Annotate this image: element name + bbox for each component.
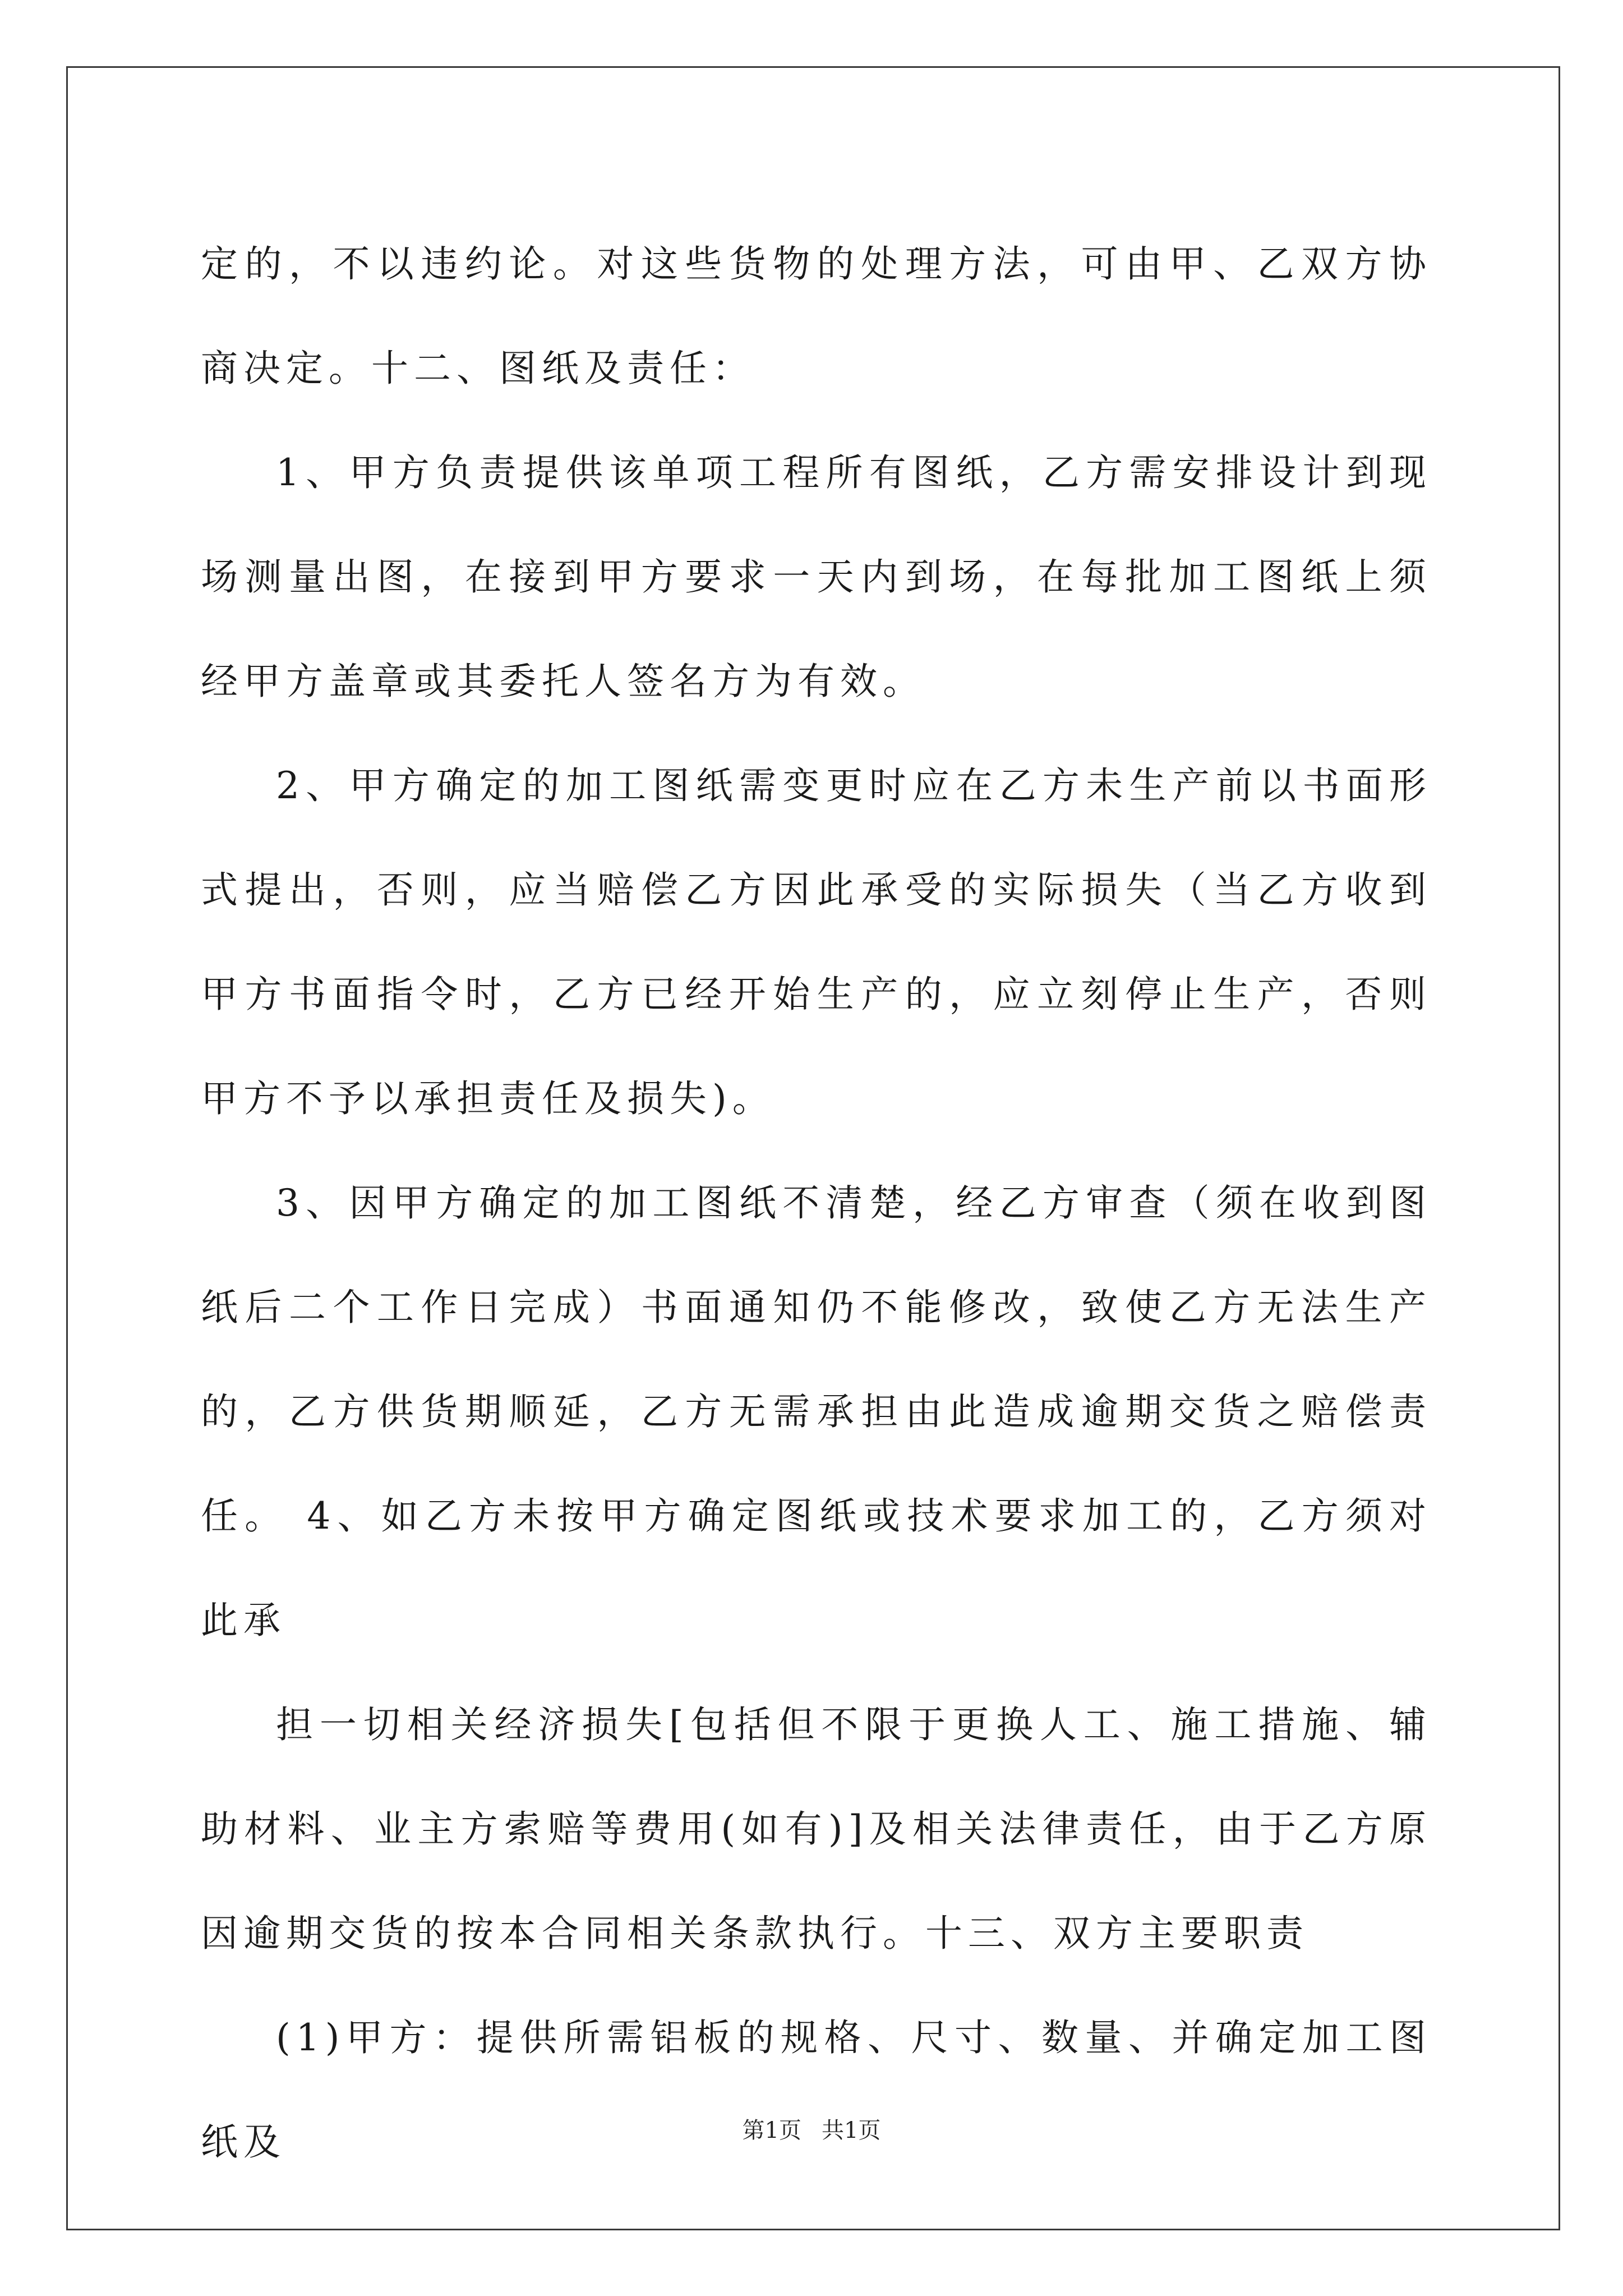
page-total: 共1页 — [822, 2118, 881, 2143]
paragraph-clause-2: 2、甲方确定的加工图纸需变更时应在乙方未生产前以书面形式提出，否则，应当赔偿乙方因此承受的实际损失（当乙方收到甲方书面指令时，乙方已经开始生产的，应立刻停止生产，否则甲方不予以承担责任及损失)。 — [201, 764, 1432, 1120]
page-number: 第1页 — [742, 2118, 801, 2143]
paragraph-clause-3: 3、因甲方确定的加工图纸不清楚，经乙方审查（须在收到图纸后二个工作日完成）书面通知仍不能修改，致使乙方无法生产的，乙方供货期顺延，乙方无需承担由此造成逾期交货之赔偿责任。 4、如乙方未按甲方确定图纸或技术要求加工的，乙方须对此承 — [201, 1181, 1432, 1642]
paragraph-clause-4-continued: 担一切相关经济损失[包括但不限于更换人工、施工措施、辅助材料、业主方索赔等费用(如有)]及相关法律责任，由于乙方原因逾期交货的按本合同相关条款执行。十三、双方主要职责 — [201, 1703, 1432, 1955]
paragraph-continuation: 定的，不以违约论。对这些货物的处理方法，可由甲、乙双方协商决定。十二、图纸及责任： — [201, 242, 1432, 390]
page-footer — [0, 2114, 1623, 2147]
paragraph-clause-1: 1、甲方负责提供该单项工程所有图纸，乙方需安排设计到现场测量出图，在接到甲方要求一天内到场，在每批加工图纸上须经甲方盖章或其委托人签名方为有效。 — [201, 451, 1432, 703]
document-body — [201, 212, 1432, 2194]
paragraph-party-a-duties: (1)甲方：提供所需铝板的规格、尺寸、数量、并确定加工图纸及 — [201, 2016, 1432, 2164]
